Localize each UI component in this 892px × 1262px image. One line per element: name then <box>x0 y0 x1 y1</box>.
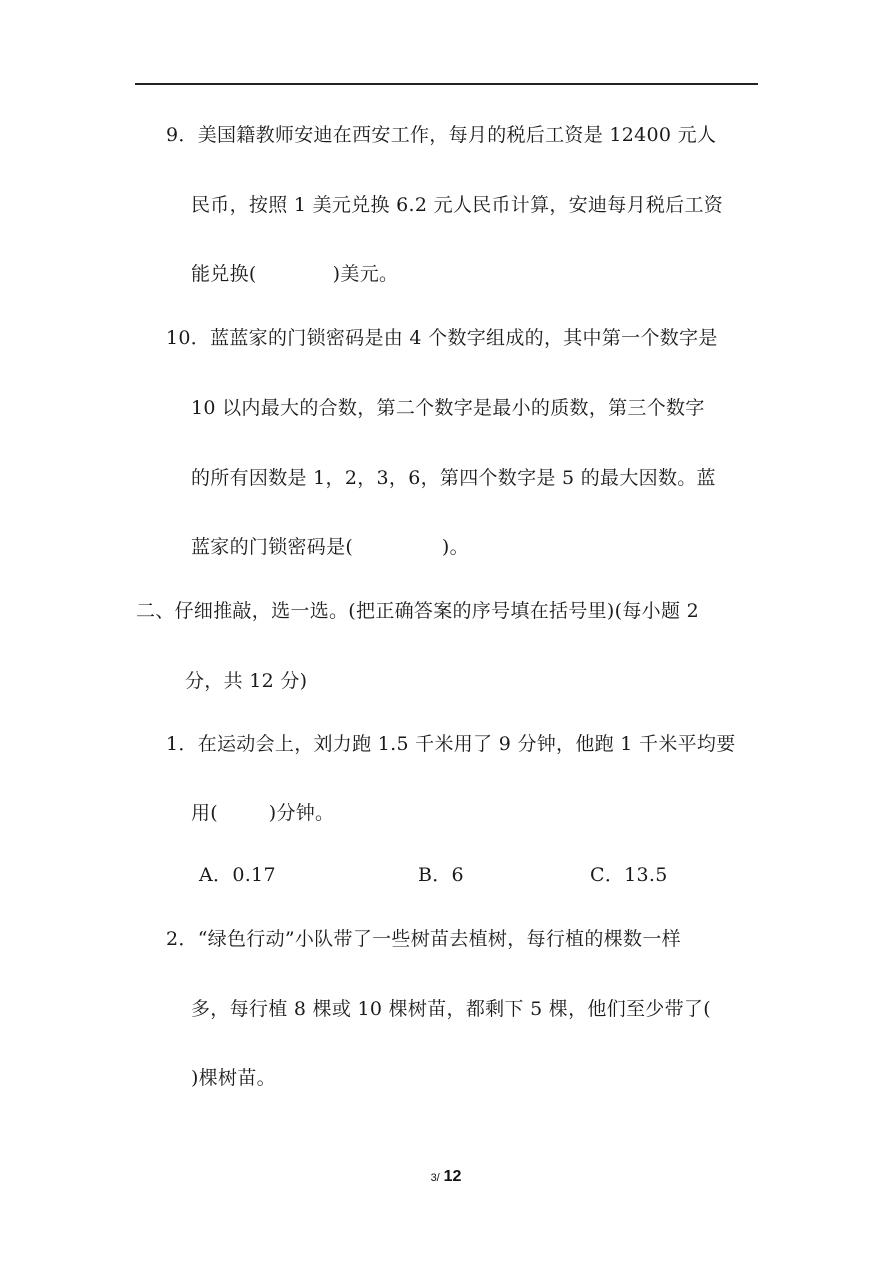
mc2-line-1: 2．“绿色行动”小队带了一些树苗去植树，每行植的棵数一样 <box>166 928 681 950</box>
q9-line-1: 9．美国籍教师安迪在西安工作，每月的税后工资是 12400 元人 <box>166 124 717 146</box>
mc1-option-a: A．0.17 <box>199 864 276 886</box>
page-number-current: 3/ <box>430 1172 440 1184</box>
q9-line-3: 能兑换( )美元。 <box>191 263 399 285</box>
mc1-line-1: 1．在运动会上，刘力跑 1.5 千米用了 9 分钟，他跑 1 千米平均要 <box>166 733 736 755</box>
page-number <box>0 1168 892 1186</box>
mc1-option-b: B．6 <box>418 864 464 886</box>
section-2-heading-line-2: 分，共 12 分) <box>185 670 308 692</box>
header-rule <box>135 83 758 85</box>
mc1-option-c: C．13.5 <box>590 864 668 886</box>
mc1-line-2: 用( )分钟。 <box>191 802 335 824</box>
mc2-line-3: )棵树苗。 <box>191 1067 276 1089</box>
q10-line-1: 10．蓝蓝家的门锁密码是由 4 个数字组成的，其中第一个数字是 <box>166 327 718 349</box>
section-2-heading-line-1: 二、仔细推敲，选一选。(把正确答案的序号填在括号里)(每小题 2 <box>136 600 699 622</box>
page-number-total: 12 <box>443 1168 462 1185</box>
q10-line-2: 10 以内最大的合数，第二个数字是最小的质数，第三个数字 <box>191 397 705 419</box>
q10-line-3: 的所有因数是 1，2，3，6，第四个数字是 5 的最大因数。蓝 <box>191 467 716 489</box>
q10-line-4: 蓝家的门锁密码是( )。 <box>191 536 469 558</box>
q9-line-2: 民币，按照 1 美元兑换 6.2 元人民币计算，安迪每月税后工资 <box>191 194 724 216</box>
mc2-line-2: 多，每行植 8 棵或 10 棵树苗，都剩下 5 棵，他们至少带了( <box>191 998 711 1020</box>
